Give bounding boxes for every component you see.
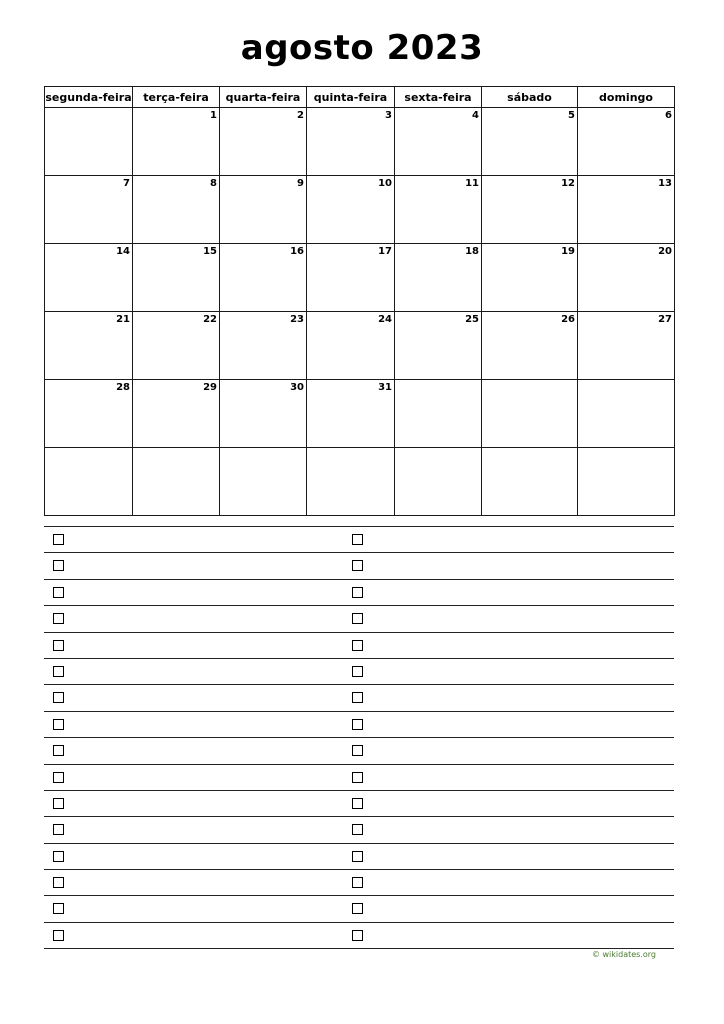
task-row — [44, 659, 674, 685]
checkbox-icon[interactable] — [53, 719, 64, 730]
day-number: 31 — [378, 382, 392, 393]
day-number: 29 — [203, 382, 217, 393]
day-number: 8 — [210, 178, 217, 189]
day-cell — [395, 244, 482, 312]
weekday-header: terça-feira — [133, 87, 220, 108]
task-item — [53, 798, 64, 809]
day-number — [307, 448, 394, 450]
weekday-header: domingo — [578, 87, 675, 108]
day-number: 23 — [290, 314, 304, 325]
checkbox-icon[interactable] — [352, 772, 363, 783]
day-cell — [482, 108, 578, 176]
checkbox-icon[interactable] — [352, 666, 363, 677]
task-item — [53, 587, 64, 598]
day-cell — [307, 176, 395, 244]
day-cell — [482, 244, 578, 312]
checkbox-icon[interactable] — [53, 798, 64, 809]
task-item — [352, 798, 363, 809]
task-item — [352, 877, 363, 888]
task-row — [44, 606, 674, 632]
task-item — [352, 930, 363, 941]
task-item — [53, 692, 64, 703]
day-cell — [395, 108, 482, 176]
task-item — [352, 851, 363, 862]
task-item — [352, 692, 363, 703]
day-number: 1 — [210, 110, 217, 121]
task-row — [44, 553, 674, 579]
task-row — [44, 896, 674, 922]
day-cell — [45, 108, 133, 176]
checkbox-icon[interactable] — [352, 534, 363, 545]
checkbox-icon[interactable] — [53, 772, 64, 783]
task-item — [352, 719, 363, 730]
checkbox-icon[interactable] — [53, 640, 64, 651]
day-cell — [307, 380, 395, 448]
task-row — [44, 923, 674, 949]
day-cell — [578, 244, 675, 312]
day-number — [482, 380, 577, 382]
checkbox-icon[interactable] — [352, 719, 363, 730]
day-number: 30 — [290, 382, 304, 393]
day-cell — [133, 244, 220, 312]
day-cell — [220, 448, 307, 516]
checkbox-icon[interactable] — [352, 640, 363, 651]
weekday-header: sexta-feira — [395, 87, 482, 108]
task-row — [44, 765, 674, 791]
day-cell — [307, 244, 395, 312]
day-cell — [133, 176, 220, 244]
checkbox-icon[interactable] — [53, 877, 64, 888]
day-number: 16 — [290, 246, 304, 257]
task-row — [44, 791, 674, 817]
task-item — [53, 903, 64, 914]
calendar-title: agosto 2023 — [240, 28, 484, 68]
day-cell — [133, 108, 220, 176]
task-row — [44, 580, 674, 606]
task-item — [352, 745, 363, 756]
day-number: 20 — [658, 246, 672, 257]
day-cell — [220, 176, 307, 244]
checkbox-icon[interactable] — [53, 692, 64, 703]
checkbox-icon[interactable] — [352, 692, 363, 703]
weekday-header: segunda-feira — [45, 87, 133, 108]
checkbox-icon[interactable] — [352, 903, 363, 914]
day-cell — [482, 312, 578, 380]
checkbox-icon[interactable] — [352, 851, 363, 862]
task-item — [352, 613, 363, 624]
day-number: 21 — [116, 314, 130, 325]
day-number: 9 — [297, 178, 304, 189]
day-number: 22 — [203, 314, 217, 325]
task-item — [352, 587, 363, 598]
day-number — [395, 448, 481, 450]
task-item — [53, 851, 64, 862]
day-number: 10 — [378, 178, 392, 189]
day-cell — [578, 312, 675, 380]
day-number: 3 — [385, 110, 392, 121]
day-number — [45, 108, 132, 110]
task-item — [53, 534, 64, 545]
day-number: 2 — [297, 110, 304, 121]
checkbox-icon[interactable] — [352, 798, 363, 809]
checkbox-icon[interactable] — [53, 534, 64, 545]
day-cell — [133, 448, 220, 516]
day-number: 17 — [378, 246, 392, 257]
day-cell — [45, 312, 133, 380]
checkbox-icon[interactable] — [352, 930, 363, 941]
task-item — [53, 560, 64, 571]
checkbox-icon[interactable] — [53, 560, 64, 571]
day-number — [578, 380, 674, 382]
day-cell — [307, 312, 395, 380]
week-row — [45, 312, 675, 380]
task-item — [352, 534, 363, 545]
task-item — [53, 824, 64, 835]
day-number: 26 — [561, 314, 575, 325]
task-row — [44, 712, 674, 738]
day-cell — [395, 176, 482, 244]
task-row — [44, 685, 674, 711]
day-cell — [395, 380, 482, 448]
checkbox-icon[interactable] — [53, 903, 64, 914]
day-cell — [307, 108, 395, 176]
task-item — [352, 560, 363, 571]
week-row — [45, 380, 675, 448]
weekday-header: quarta-feira — [220, 87, 307, 108]
task-item — [53, 613, 64, 624]
day-cell — [133, 380, 220, 448]
task-item — [53, 640, 64, 651]
checkbox-icon[interactable] — [352, 587, 363, 598]
footer-credit: © wikidates.org — [591, 950, 656, 959]
day-cell — [482, 380, 578, 448]
day-cell — [220, 312, 307, 380]
checkbox-icon[interactable] — [53, 851, 64, 862]
week-row — [45, 448, 675, 516]
checkbox-icon[interactable] — [53, 613, 64, 624]
day-cell — [307, 448, 395, 516]
day-number: 15 — [203, 246, 217, 257]
day-number: 24 — [378, 314, 392, 325]
day-number: 11 — [465, 178, 479, 189]
checkbox-icon[interactable] — [352, 824, 363, 835]
calendar-grid — [44, 86, 675, 516]
task-item — [352, 772, 363, 783]
task-item — [53, 877, 64, 888]
day-cell — [45, 380, 133, 448]
task-row — [44, 527, 674, 553]
day-number — [395, 380, 481, 382]
day-number: 19 — [561, 246, 575, 257]
task-row — [44, 817, 674, 843]
day-number — [45, 448, 132, 450]
day-cell — [578, 108, 675, 176]
day-cell — [578, 380, 675, 448]
day-number: 4 — [472, 110, 479, 121]
checkbox-icon[interactable] — [53, 930, 64, 941]
task-item — [352, 903, 363, 914]
day-cell — [45, 448, 133, 516]
day-number: 12 — [561, 178, 575, 189]
task-row — [44, 738, 674, 764]
day-number: 18 — [465, 246, 479, 257]
day-cell — [578, 448, 675, 516]
day-cell — [395, 448, 482, 516]
day-number — [578, 448, 674, 450]
day-number — [220, 448, 306, 450]
day-number: 28 — [116, 382, 130, 393]
checkbox-icon[interactable] — [53, 587, 64, 598]
day-number: 7 — [123, 178, 130, 189]
weekday-header-row — [45, 87, 675, 108]
task-row — [44, 870, 674, 896]
day-number: 6 — [665, 110, 672, 121]
day-cell — [45, 244, 133, 312]
day-cell — [220, 108, 307, 176]
day-number: 27 — [658, 314, 672, 325]
task-item — [352, 640, 363, 651]
task-row — [44, 844, 674, 870]
day-number — [133, 448, 219, 450]
checkbox-icon[interactable] — [53, 745, 64, 756]
day-cell — [133, 312, 220, 380]
task-item — [53, 666, 64, 677]
day-cell — [220, 380, 307, 448]
day-number: 5 — [568, 110, 575, 121]
day-number: 14 — [116, 246, 130, 257]
day-cell — [395, 312, 482, 380]
day-cell — [482, 448, 578, 516]
task-item — [352, 824, 363, 835]
checkbox-icon[interactable] — [352, 560, 363, 571]
weekday-header: sábado — [482, 87, 578, 108]
task-item — [352, 666, 363, 677]
day-number: 25 — [465, 314, 479, 325]
checkbox-icon[interactable] — [53, 666, 64, 677]
week-row — [45, 244, 675, 312]
day-number: 13 — [658, 178, 672, 189]
weekday-header: quinta-feira — [307, 87, 395, 108]
task-item — [53, 745, 64, 756]
checkbox-icon[interactable] — [53, 824, 64, 835]
task-row — [44, 633, 674, 659]
task-item — [53, 930, 64, 941]
day-cell — [220, 244, 307, 312]
week-row — [45, 108, 675, 176]
day-number — [482, 448, 577, 450]
task-list — [44, 526, 674, 949]
checkbox-icon[interactable] — [352, 877, 363, 888]
week-row — [45, 176, 675, 244]
day-cell — [482, 176, 578, 244]
checkbox-icon[interactable] — [352, 613, 363, 624]
task-item — [53, 772, 64, 783]
checkbox-icon[interactable] — [352, 745, 363, 756]
day-cell — [45, 176, 133, 244]
day-cell — [578, 176, 675, 244]
task-item — [53, 719, 64, 730]
